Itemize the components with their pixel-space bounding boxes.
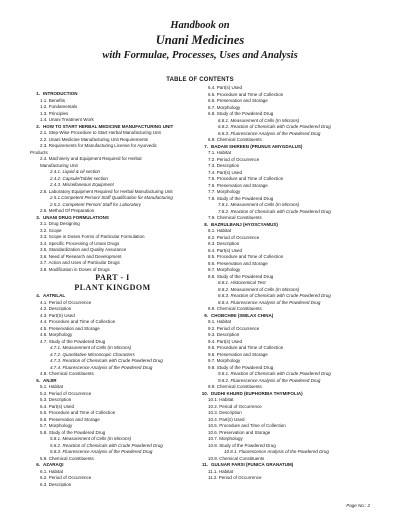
- toc-entry: 5.7. Morphology: [40, 423, 73, 428]
- toc-right-column: [198, 85, 363, 482]
- toc-entry: 6.5. Procedure and Time of Collection: [208, 91, 284, 97]
- toc-entry: 2.2. Unani Medicine Manufacturing Unit Requirements: [40, 136, 149, 142]
- toc-entry: 7.1. Habitat: [208, 150, 232, 155]
- toc-entry: 6.8.3. Fluorescence Analysis of the Powdered Drug: [218, 130, 321, 136]
- toc-entry: 6.3. Description: [40, 481, 72, 487]
- toc-entry: 7.5. Procedure and Time of Collection: [208, 176, 284, 181]
- toc-entry: 4.1. Period of Occurrence: [40, 299, 92, 305]
- book-title-line-1: Handbook on: [170, 20, 230, 31]
- toc-entry: 8.6. Preservation and Storage: [208, 260, 268, 266]
- toc-entry: 8.1. Habitat: [208, 228, 232, 233]
- book-title-line-2: Unani Medicines: [155, 33, 245, 47]
- toc-chapter-title: UNANI DRUG FORMULATIONS: [43, 214, 109, 220]
- toc-entry: 9.1. Habitat: [208, 319, 232, 324]
- toc-chapter-title: GULNAR FARSI (PUNICA GRANATUM): [211, 462, 294, 467]
- toc-entry: 3.7. Action and Uses of Particular Drugs: [40, 260, 120, 265]
- toc-entry: 9.3. Description: [208, 332, 240, 337]
- toc-entry: 4.4. Procedure and Time of Collection: [40, 319, 116, 324]
- toc-entry: 2.5.2. Competent Person/ Staff for Laboratory: [50, 201, 142, 207]
- toc-chapter-number: 5.: [36, 377, 40, 383]
- toc-entry: 9.4. Part(s) Used: [208, 338, 243, 344]
- toc-chapter-title: BAZRULBANJ (HYOSCYAMUS): [211, 221, 278, 227]
- toc-chapter-number: 1.: [36, 91, 40, 96]
- toc-entry: 4.7.1. Measurement of Cells (In Microns): [50, 345, 132, 350]
- toc-entry: 3.5. Standardization and Quality Assurance: [40, 247, 127, 252]
- toc-chapter-number: 2.: [36, 123, 40, 129]
- toc-chapter-title: ANJIR: [43, 377, 57, 383]
- toc-entry: 8.2. Period of Occurrence: [208, 234, 260, 240]
- toc-entry: 10.4. Part(s) Used: [208, 416, 245, 422]
- toc-entry: 7.4. Part(s) Used: [208, 169, 243, 175]
- toc-entry: 10.6. Preservation and Storage: [208, 429, 271, 435]
- toc-entry: 6.8.1. Measurement of Cells (In Microns): [218, 117, 300, 123]
- toc-chapter-title: AZARAQI: [43, 462, 64, 467]
- toc-entry: 8.7. Morphology: [208, 267, 241, 272]
- toc-chapter-number: 3.: [36, 214, 40, 220]
- toc-chapter-number: 11.: [201, 462, 208, 467]
- toc-entry: 8.8.4. Fluorescence Analysis of the Powdered Drug: [218, 299, 321, 305]
- toc-entry: 3.8. Modification in Doses of Drugs: [40, 266, 110, 272]
- toc-entry: 3.4. Specific Processing of Unani Drugs: [40, 240, 120, 246]
- toc-entry: 10.7. Morphology: [208, 436, 243, 441]
- toc-entry: 1.3. Principles: [40, 110, 69, 116]
- toc-chapter-number: 10.: [201, 390, 208, 396]
- toc-entry: 4.7.3. Reaction of Chemicals with Crude Powdered Drug: [50, 358, 163, 363]
- toc-chapter-title: CHOBCHINI (SMILAX CHINA): [211, 312, 274, 318]
- toc-entry: 5.8. Study of the Powdered Drug: [40, 429, 106, 435]
- toc-entry: 10.8. Study of the Powdered Drug: [208, 442, 276, 448]
- toc-entry: 5.6. Preservation and Storage: [40, 416, 100, 422]
- toc-entry: 10.8.1. Fluorescence Analysis of the Powdered Drug: [224, 449, 329, 454]
- toc-chapter-number: 4.: [36, 293, 40, 298]
- toc-chapter-number: 9.: [204, 312, 208, 318]
- toc-entry: 8.4. Part(s) Used: [208, 247, 243, 253]
- toc-entry: 1.1. Benefits: [40, 97, 66, 103]
- toc-entry: 4.8. Chemical Constituents: [40, 371, 94, 376]
- toc-entry: 9.8. Study of the Powdered Drug: [208, 364, 274, 370]
- toc-entry: 6.9. Chemical Constituents: [208, 137, 262, 142]
- toc-entry: 9.9. Chemical Constituents: [208, 384, 262, 389]
- toc-entry: 5.4. Part(s) Used: [40, 403, 75, 409]
- toc-entry: 5.5. Procedure and Time of Collection: [40, 410, 116, 415]
- toc-chapter-title: INTRODUCTION: [43, 91, 78, 96]
- toc-entry: 4.5. Preservation and Storage: [40, 325, 100, 331]
- toc-entry: 4.2. Description: [40, 306, 72, 311]
- toc-entry: 6.1. Habitat: [40, 468, 64, 474]
- toc-entry: 6.6. Preservation and Storage: [208, 98, 268, 103]
- page-number: Page No.: 2: [346, 503, 370, 508]
- toc-entry: 5.2. Period of Occurrence: [40, 390, 92, 396]
- toc-entry: 6.8.2. Reaction of Chemicals with Crude Powdered Drug: [218, 124, 331, 129]
- toc-entry: 3.2. Scope: [40, 227, 62, 233]
- toc-entry: 10.9. Chemical Constituents: [208, 455, 265, 461]
- toc-entry: 2.4.3. Miscellaneous Equipment: [50, 182, 114, 187]
- toc-entry: 3.3. Scope in Doses Forms of Particular Formulation: [40, 234, 145, 239]
- toc-entry: 2.5. Laboratory Equipment Required for Herbal Manufacturing Unit: [40, 188, 173, 194]
- toc-entry: 4.3. Part(S) Used: [40, 312, 75, 318]
- toc-chapter-number: 6.: [36, 462, 40, 467]
- toc-entry: 2.1. Step-Wise Procedure to Start Herbal Manufacturing Unit: [40, 130, 161, 135]
- part-heading: PART - I: [95, 273, 130, 282]
- toc-entry: 4.7.4. Fluorescence Analysis of the Powdered Drug: [50, 364, 153, 370]
- toc-entry: 7.2. Period of Occurrence: [208, 156, 260, 162]
- toc-entry: 9.5. Procedure and Time of Collection: [208, 345, 284, 350]
- toc-entry: 4.6. Morphology: [40, 332, 73, 337]
- toc-entry: 8.8.2. Measurement of Cells (In Microns): [218, 286, 300, 292]
- toc-entry: 9.2. Period of Occurrence: [208, 325, 260, 331]
- toc-entry: Products: [30, 149, 48, 155]
- toc-entry: 6.2. Period of Occurrence: [40, 475, 92, 480]
- toc-entry: 8.8. Study of the Powdered Drug: [208, 273, 274, 279]
- toc-entry: 11.1. Habitat: [208, 468, 234, 474]
- toc-entry: 9.8.2. Fluorescence Analysis of the Powdered Drug: [218, 377, 321, 383]
- toc-chapter-title: DUDHI KHURD (EUPHORBIA THYMIFOLIA): [211, 390, 303, 396]
- toc-entry: 5.9. Chemical Constituents: [40, 455, 94, 461]
- toc-entry: 6.8. Study of the Powdered Drug: [208, 111, 274, 116]
- toc-entry: 2.4.2. Capsule/Tablet section: [50, 175, 108, 181]
- toc-entry: 8.8.3. Reaction of Chemicals with Crude Powdered Drug: [218, 293, 331, 298]
- toc-entry: 10.3. Description: [208, 410, 242, 415]
- toc-entry: 10.2. Period of Occurrence: [208, 403, 262, 409]
- toc-entry: 6.7. Morphology: [208, 104, 241, 110]
- toc-entry: 5.1. Habitat: [40, 384, 64, 389]
- toc-entry: 8.5. Procedure and Time of Collection: [208, 254, 284, 259]
- toc-entry: 6.4. Part(s) Used: [208, 85, 243, 90]
- toc-entry: 7.9. Chemical Constituents: [208, 215, 262, 220]
- toc-entry: 7.8.2. Reaction of Chemicals with Crude Powdered Drug: [218, 208, 331, 214]
- toc-entry: 4.7.2. Quantitative Microscopic Characters: [50, 351, 135, 357]
- toc-entry: 11.2. Period of Occurrence: [208, 475, 262, 480]
- toc-entry: 2.4. Machinery and Equipment Required for Herbal: [40, 156, 142, 161]
- toc-chapter-title: AATRILAL: [43, 293, 66, 298]
- toc-chapter-title: BADAM SHIREEN (PRUNUS AMYGDALUS): [211, 143, 303, 149]
- toc-heading: TABLE OF CONTENTS: [166, 77, 234, 83]
- toc-entry: 7.8. Study of the Powdered Drug: [208, 195, 274, 201]
- toc-entry: 10.1. Habitat: [208, 397, 234, 402]
- toc-entry: 7.8.1. Measurement of Cells (In Microns): [218, 202, 300, 207]
- toc-entry: 8.3. Description: [208, 241, 240, 246]
- toc-entry: 9.6. Preservation and Storage: [208, 351, 268, 357]
- toc-entry: 5.8.1. Measurement of Cells (In Microns): [50, 436, 132, 441]
- toc-entry: 8.9. Chemical Constituents: [208, 306, 262, 311]
- toc-chapter-number: 8.: [204, 221, 208, 227]
- toc-entry: 1.4. Unani Treatment Work: [40, 117, 94, 122]
- toc-entry: 7.7. Morphology: [208, 189, 241, 194]
- toc-entry: 10.5. Procedure and Time of Collection: [208, 423, 286, 428]
- toc-entry: 3.6. Need of Research and Development: [40, 253, 122, 259]
- toc-entry: 7.6. Preservation and Storage: [208, 182, 268, 188]
- part-heading: PLANT KINGDOM: [74, 283, 151, 292]
- toc-chapter-number: 7.: [204, 143, 208, 149]
- toc-entry: 5.8.3. Fluorescence Analysis of the Powdered Drug: [50, 449, 153, 454]
- toc-entry: 2.5.1.Competent Person/ Staff Qualification for Manufacturing: [50, 195, 173, 200]
- toc-entry: 1.2. Fundamentals: [40, 104, 78, 109]
- toc-chapter-title: HOW TO START HERBAL MEDICINE MANUFACTURING UNIT: [43, 123, 174, 129]
- toc-entry: 9.8.1. Reaction of Chemicals with Crude Powdered Drug: [218, 371, 331, 376]
- toc-entry: 8.8.1. Histocemical Test: [218, 280, 266, 285]
- toc-entry: 4.7. Study of the Powdered Drug: [40, 338, 106, 344]
- toc-left-column: [30, 91, 195, 488]
- toc-entry: Manufacturing Unit: [40, 162, 78, 168]
- toc-entry: 3.1. Drug Designing: [40, 221, 80, 226]
- toc-entry: 7.3. Description: [208, 163, 240, 168]
- toc-entry: 2.3. Requirements for Manufacturing License for Ayurvedic: [40, 143, 157, 148]
- toc-entry: 9.7. Morphology: [208, 358, 241, 363]
- toc-entry: 5.3. Description: [40, 397, 72, 402]
- toc-entry: 2.6. Method Of Preparation: [40, 208, 95, 213]
- toc-entry: 2.4.1. Liquid & oil section: [50, 169, 101, 174]
- book-subtitle: with Formulae, Processes, Uses and Analysis: [102, 50, 298, 61]
- toc-entry: 5.8.2. Reaction of Chemicals with Crude Powdered Drug: [50, 442, 163, 448]
